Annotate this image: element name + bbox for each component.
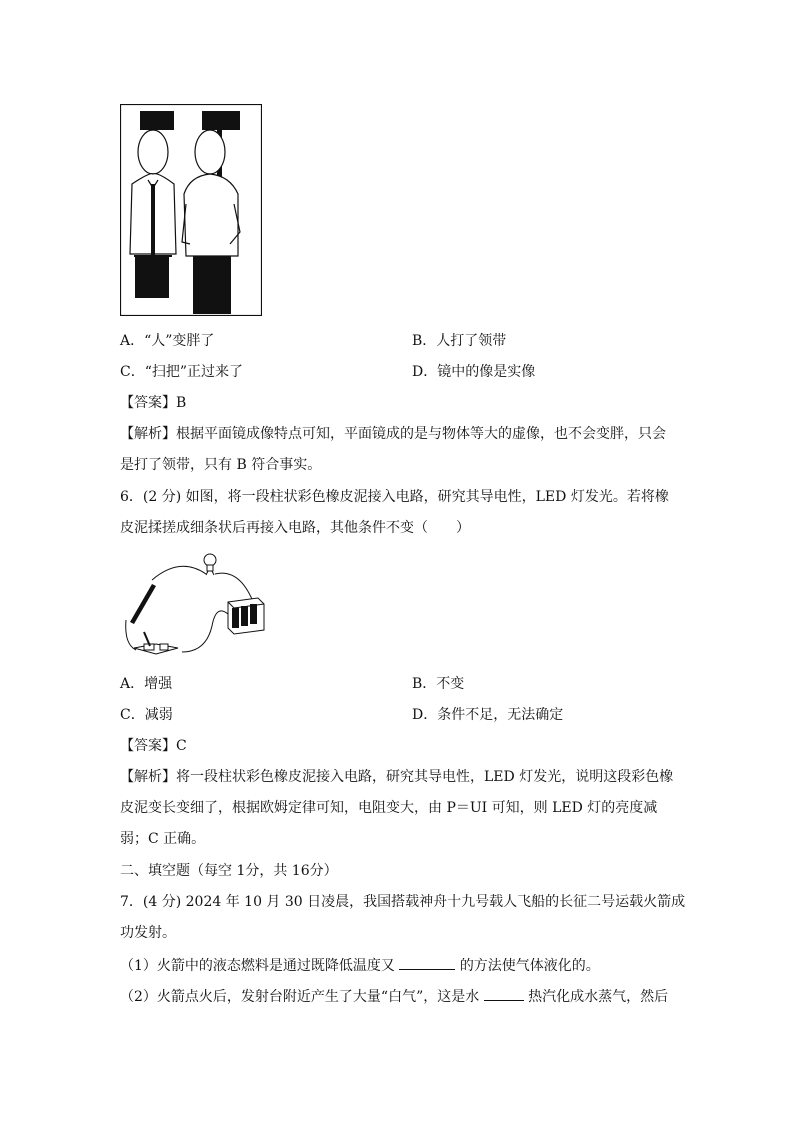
question-7-stem-line2: 功发射。 [120,925,176,941]
option-a: A．“人”变胖了 [120,333,215,349]
answer-q6: 【答案】C [120,738,187,754]
option-a: A．增强 [120,676,173,692]
sub2-text-before: （2）火箭点火后，发射台附近产生了大量“白气”，这是水 [120,989,480,1005]
circuit-figure [120,548,280,660]
question-7-stem-line1: 7．(4 分) 2024 年 10 月 30 日凌晨，我国搭载神舟十九号载人飞船的长征二号运载火箭成 [120,894,686,910]
answer-blank[interactable] [484,986,524,1001]
option-b: B．不变 [412,676,465,692]
question-6-stem-line2: 皮泥揉搓成细条状后再接入电路，其他条件不变（ ） [120,520,470,536]
answer-q5: 【答案】B [120,395,187,411]
analysis-q6-line2: 皮泥变长变细了，根据欧姆定律可知，电阻变大，由 P＝UI 可知，则 LED 灯的亮度减 [120,800,658,816]
switch-icon [134,632,178,654]
question-6-stem-line1: 6．(2 分) 如图，将一段柱状彩色橡皮泥接入电路，研究其导电性，LED 灯发光。若将橡 [120,489,669,505]
battery-pack-icon [228,598,264,634]
plasticine-rod [130,584,156,624]
analysis-q5-line1: 【解析】根据平面镜成像特点可知，平面镜成的是与物体等大的虚像，也不会变胖，只会 [120,426,666,442]
question-7-sub1 [120,955,600,976]
option-c: C．减弱 [120,707,173,723]
option-b: B．人打了领带 [412,333,507,349]
sub1-text-after: 的方法使气体液化的。 [459,958,600,974]
led-bulb-icon [204,554,216,575]
analysis-q6-line1: 【解析】将一段柱状彩色橡皮泥接入电路，研究其导电性，LED 灯发光，说明这段彩色橡 [120,769,674,785]
answer-blank[interactable] [399,955,455,970]
option-d: D．条件不足，无法确定 [412,707,564,723]
analysis-q5-line2: 是打了领带，只有 B 符合事实。 [120,457,322,473]
option-d: D．镜中的像是实像 [412,364,536,380]
sub1-text-before: （1）火箭中的液态燃料是通过既降低温度又 [120,958,395,974]
question-7-sub2 [120,986,668,1007]
sub2-text-after: 热汽化成水蒸气，然后 [528,989,669,1005]
section-heading: 二、填空题（每空 1分，共 16分） [120,863,338,879]
analysis-q6-line3: 弱；C 正确。 [120,831,206,847]
mirror-reflection-figure [120,104,262,316]
option-c: C．“扫把”正过来了 [120,364,244,380]
